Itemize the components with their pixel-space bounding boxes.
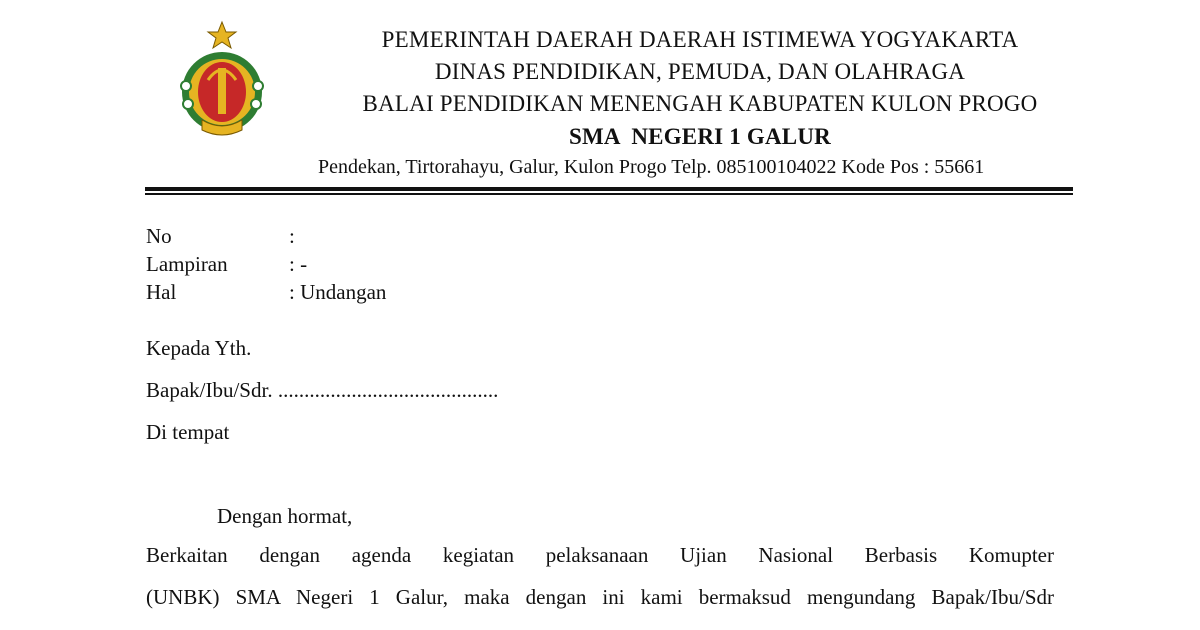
- no-value: :: [289, 224, 295, 248]
- star-icon: [208, 22, 236, 48]
- school-name: SMA NEGERI 1 GALUR: [569, 124, 831, 149]
- hal-value: : Undangan: [289, 280, 387, 304]
- letterhead-line-2: DINAS PENDIDIKAN, PEMUDA, DAN OLAHRAGA: [434, 59, 966, 84]
- letterhead-line-3: BALAI PENDIDIKAN MENENGAH KABUPATEN KULON PROGO: [362, 91, 1038, 116]
- no-label: No: [146, 224, 172, 248]
- lampiran-label: Lampiran: [146, 252, 228, 276]
- recipient-name: Bapak/Ibu/Sdr. ..........................................: [146, 378, 499, 402]
- lampiran-value: : -: [289, 252, 308, 276]
- recipient-to: Kepada Yth.: [146, 336, 252, 360]
- letterhead-line-1: PEMERINTAH DAERAH DAERAH ISTIMEWA YOGYAKARTA: [381, 27, 1019, 52]
- hal-label: Hal: [146, 280, 177, 304]
- body-paragraph-line-1: Berkaitan dengan agenda kegiatan pelaksanaan Ujian Nasional Berbasis Komupter: [146, 543, 1054, 567]
- greeting: Dengan hormat,: [217, 504, 353, 528]
- recipient-place: Di tempat: [146, 420, 230, 444]
- school-address: Pendekan, Tirtorahayu, Galur, Kulon Progo Telp. 085100104022 Kode Pos : 55661: [318, 156, 985, 178]
- body-paragraph-line-2: (UNBK) SMA Negeri 1 Galur, maka dengan ini kami bermaksud mengundang Bapak/Ibu/Sdr: [146, 585, 1054, 609]
- letterhead-divider-thick: [145, 187, 1073, 191]
- yogyakarta-coat-of-arms-icon: [172, 20, 272, 146]
- letterhead-divider-thin: [145, 193, 1073, 195]
